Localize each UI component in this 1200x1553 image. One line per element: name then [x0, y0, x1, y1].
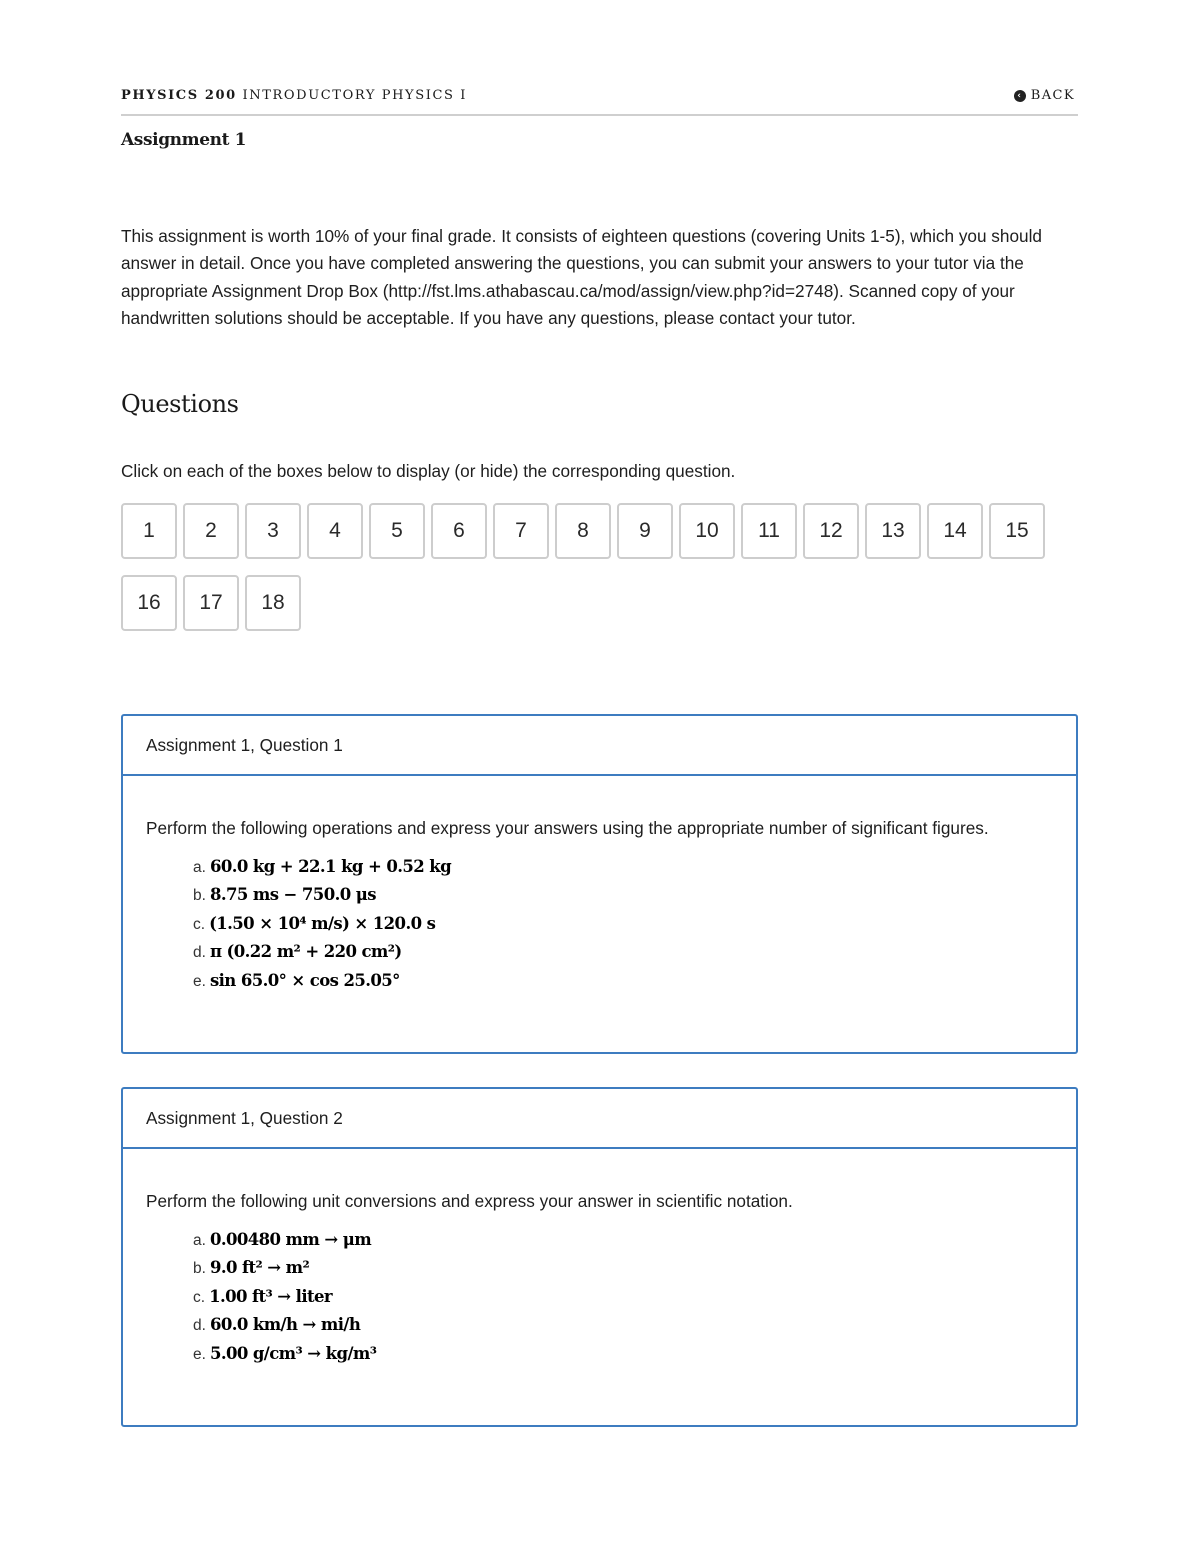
question-item-list	[146, 1226, 1053, 1368]
item-letter: b.	[193, 887, 206, 905]
back-link[interactable]	[1014, 88, 1075, 103]
questions-heading: Questions	[121, 390, 239, 418]
question-box-15[interactable]: 15	[989, 503, 1045, 559]
course-name: INTRODUCTORY PHYSICS I	[242, 88, 467, 103]
question-box-16[interactable]: 16	[121, 575, 177, 631]
math-expression: π (0.22 m² + 220 cm²)	[209, 942, 402, 962]
course-title	[121, 88, 467, 103]
question-box-11[interactable]: 11	[741, 503, 797, 559]
math-expression: (1.50 × 10⁴ m/s) × 120.0 s	[209, 913, 436, 933]
question-box-row	[121, 503, 1051, 559]
math-expression: 0.00480 mm → μm	[209, 1230, 372, 1249]
math-expression: 1.00 ft³ → liter	[209, 1286, 333, 1306]
list-item	[193, 881, 1053, 909]
questions-instruction: Click on each of the boxes below to display (or hide) the corresponding question.	[121, 461, 736, 481]
list-item	[193, 1283, 1053, 1311]
item-letter: d.	[193, 944, 206, 962]
item-letter: e.	[193, 972, 206, 990]
question-prompt: Perform the following unit conversions and express your answer in scientific notation.	[146, 1191, 793, 1211]
question-item-list	[146, 853, 1053, 995]
item-letter: d.	[193, 1317, 206, 1335]
question-panel-body	[123, 776, 1076, 995]
list-item	[193, 1226, 1053, 1254]
item-letter: a.	[193, 1232, 206, 1249]
question-box-6[interactable]: 6	[431, 503, 487, 559]
top-bar	[121, 86, 1078, 116]
item-letter: c.	[193, 915, 206, 933]
list-item	[193, 1311, 1053, 1339]
question-panel-1	[121, 714, 1078, 1054]
question-box-14[interactable]: 14	[927, 503, 983, 559]
question-box-18[interactable]: 18	[245, 575, 301, 631]
question-box-1[interactable]: 1	[121, 503, 177, 559]
page-title: Assignment 1	[121, 130, 246, 150]
list-item	[193, 1254, 1053, 1282]
question-panel-body	[123, 1149, 1076, 1368]
question-box-12[interactable]: 12	[803, 503, 859, 559]
list-item	[193, 853, 1053, 881]
question-box-13[interactable]: 13	[865, 503, 921, 559]
question-box-10[interactable]: 10	[679, 503, 735, 559]
item-letter: a.	[193, 859, 206, 876]
back-label: BACK	[1030, 88, 1075, 103]
math-expression: 60.0 kg + 22.1 kg + 0.52 kg	[209, 857, 452, 876]
item-letter: b.	[193, 1260, 206, 1278]
course-code: PHYSICS 200	[121, 88, 237, 103]
math-expression: 60.0 km/h → mi/h	[209, 1315, 361, 1335]
assignment-intro: This assignment is worth 10% of your final grade. It consists of eighteen questions (covering Units 1-5), which you should answer in detail. Once you have completed answering the questions, you can submit your answers to your tutor via the appropriate Assignment Drop Box (http://fst.lms.athabascau.ca/mod/assign/view.php?id=2748). Scanned copy of your handwritten solutions should be acceptable. If you have any questions, please contact your tutor.	[121, 226, 1042, 328]
math-expression: 8.75 ms − 750.0 μs	[209, 885, 376, 905]
question-box-9[interactable]: 9	[617, 503, 673, 559]
question-box-7[interactable]: 7	[493, 503, 549, 559]
question-box-4[interactable]: 4	[307, 503, 363, 559]
question-box-5[interactable]: 5	[369, 503, 425, 559]
math-expression: sin 65.0° × cos 25.05°	[209, 970, 400, 990]
question-panel-header[interactable]: Assignment 1, Question 2	[123, 1089, 1076, 1149]
question-box-2[interactable]: 2	[183, 503, 239, 559]
list-item	[193, 967, 1053, 995]
question-panel-header[interactable]: Assignment 1, Question 1	[123, 716, 1076, 776]
item-letter: e.	[193, 1345, 206, 1363]
question-box-row	[121, 575, 307, 631]
question-prompt: Perform the following operations and express your answers using the appropriate number of significant figures.	[146, 818, 989, 838]
question-box-3[interactable]: 3	[245, 503, 301, 559]
list-item	[193, 1340, 1053, 1368]
question-panel-2	[121, 1087, 1078, 1427]
math-expression: 9.0 ft² → m²	[209, 1258, 310, 1278]
question-box-8[interactable]: 8	[555, 503, 611, 559]
chevron-left-circle-icon: ‹	[1014, 90, 1026, 102]
item-letter: c.	[193, 1288, 206, 1306]
question-box-17[interactable]: 17	[183, 575, 239, 631]
list-item	[193, 938, 1053, 966]
list-item	[193, 910, 1053, 938]
math-expression: 5.00 g/cm³ → kg/m³	[209, 1343, 377, 1363]
